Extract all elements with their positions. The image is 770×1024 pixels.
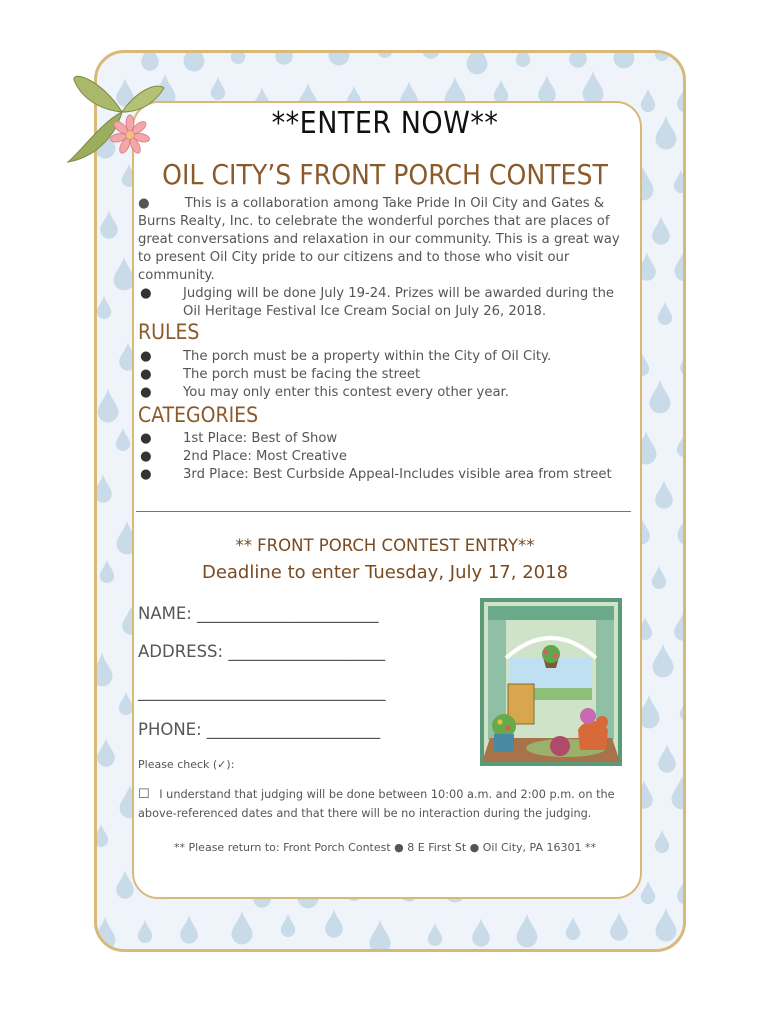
raindrop-icon — [658, 302, 672, 325]
bullet: ● — [140, 431, 152, 446]
raindrop-icon — [100, 210, 118, 238]
enter-now-heading: **ENTER NOW** — [271, 106, 499, 141]
raindrop-icon — [100, 560, 114, 583]
raindrop-icon — [674, 612, 683, 640]
raindrop-icon — [494, 80, 508, 103]
categories-list — [138, 430, 626, 484]
phone-field[interactable]: PHONE: _____________________ — [138, 720, 381, 739]
raindrop-icon — [656, 116, 677, 150]
raindrop-icon — [231, 53, 245, 64]
rule-text: The porch must be a property within the City of Oil City. — [183, 349, 552, 364]
please-check-label: Please check (✓): — [138, 758, 235, 771]
rules-list — [138, 348, 626, 402]
list-item — [138, 384, 626, 402]
raindrop-icon — [677, 876, 683, 904]
address-field[interactable]: ADDRESS: ___________________ — [138, 642, 386, 661]
category-text: 2nd Place: Most Creative — [183, 449, 347, 464]
raindrop-icon — [97, 917, 115, 949]
rule-text: The porch must be facing the street — [183, 367, 421, 382]
raindrop-icon — [614, 53, 635, 68]
raindrop-icon — [428, 923, 442, 946]
raindrop-icon — [675, 248, 683, 282]
raindrop-icon — [97, 653, 112, 687]
raindrop-icon — [655, 53, 669, 61]
list-item — [138, 430, 626, 448]
raindrop-icon — [275, 53, 293, 65]
entry-form-title: ** FRONT PORCH CONTEST ENTRY** — [235, 536, 535, 555]
raindrop-icon — [680, 698, 683, 721]
bullet: ● — [140, 349, 152, 364]
categories-heading: CATEGORIES — [138, 403, 259, 427]
intro-paragraph — [138, 195, 626, 285]
raindrop-icon — [641, 881, 655, 904]
raindrop-icon — [97, 53, 108, 55]
category-text: 3rd Place: Best Curbside Appeal-Includes visible area from street — [183, 467, 612, 482]
raindrop-icon — [653, 644, 674, 678]
understand-line-1 — [138, 787, 615, 802]
raindrop-icon — [98, 389, 119, 423]
raindrop-icon — [610, 912, 628, 940]
bullet: ● — [140, 286, 152, 301]
raindrop-icon — [211, 77, 225, 100]
raindrop-icon — [472, 918, 490, 946]
list-item — [138, 348, 626, 366]
raindrop-icon — [652, 216, 670, 244]
bullet: ● — [138, 196, 150, 211]
raindrop-icon — [281, 914, 295, 937]
bullet: ● — [140, 449, 152, 464]
list-item — [138, 448, 626, 466]
raindrop-icon — [138, 920, 152, 943]
raindrop-icon — [656, 908, 677, 942]
raindrop-icon — [538, 75, 556, 103]
raindrop-icon — [674, 170, 683, 193]
judging-note — [138, 285, 626, 321]
deadline-text: Deadline to enter Tuesday, July 17, 2018 — [201, 562, 569, 583]
raindrop-icon — [655, 830, 669, 853]
section-divider — [136, 511, 631, 512]
raindrop-icon — [583, 71, 604, 105]
raindrop-icon — [325, 909, 343, 937]
list-item — [138, 466, 626, 484]
raindrop-icon — [97, 296, 111, 319]
return-address: ** Please return to: Front Porch Contest ● 8 E First St ● Oil City, PA 16301 ** — [174, 841, 596, 854]
raindrop-icon — [232, 911, 253, 945]
understand-line-2: above-referenced dates and that there will be no interaction during the judging. — [138, 807, 592, 820]
intro-section — [138, 195, 626, 321]
raindrop-icon — [184, 53, 205, 71]
raindrop-icon — [650, 380, 671, 414]
raindrop-icon — [672, 776, 683, 810]
raindrop-icon — [517, 914, 538, 948]
raindrop-icon — [97, 824, 108, 847]
raindrop-icon — [680, 348, 683, 376]
raindrop-icon — [97, 474, 112, 502]
raindrop-icon — [116, 428, 130, 451]
raindrop-icon — [378, 53, 392, 58]
bullet: ● — [140, 385, 152, 400]
contest-title: OIL CITY’S FRONT PORCH CONTEST — [162, 158, 608, 191]
name-field[interactable]: NAME: ______________________ — [138, 604, 379, 623]
raindrop-icon — [422, 53, 440, 59]
judging-text: Judging will be done July 19-24. Prizes will be awarded during the Oil Heritage Festival Ice Cream Social on July 26, 2018. — [183, 286, 615, 319]
raindrop-icon — [97, 738, 115, 766]
address-line-2-field[interactable]: ______________________________ — [138, 682, 386, 701]
rule-text: You may only enter this contest every other year. — [183, 385, 509, 400]
raindrop-icon — [641, 89, 655, 112]
raindrop-icon — [516, 53, 530, 67]
raindrop-icon — [658, 744, 676, 772]
agreement-checkbox[interactable]: ☐ — [138, 787, 150, 802]
category-text: 1st Place: Best of Show — [183, 431, 338, 446]
raindrop-icon — [370, 920, 391, 949]
raindrop-icon — [329, 53, 350, 65]
raindrop-icon — [678, 512, 683, 546]
raindrop-icon — [677, 434, 683, 457]
list-item — [138, 366, 626, 384]
raindrop-icon — [677, 84, 683, 112]
front-porch-illustration — [480, 598, 622, 766]
raindrop-icon — [566, 917, 580, 940]
intro-text: This is a collaboration among Take Pride In Oil City and Gates & Burns Realty, Inc. to celebrate the wonderful porches that are places of great conversations and relaxation in our community. This is a great way to present Oil City pride to our citizens and to those who visit our community. — [138, 196, 620, 283]
raindrop-icon — [569, 53, 587, 68]
raindrop-icon — [180, 915, 198, 943]
raindrop-icon — [467, 53, 488, 74]
understand-text-1: I understand that judging will be done between 10:00 a.m. and 2:00 p.m. on the — [159, 788, 615, 801]
bullet: ● — [140, 467, 152, 482]
rules-heading: RULES — [138, 320, 200, 344]
raindrop-icon — [655, 480, 673, 508]
raindrop-icon — [652, 566, 666, 589]
bullet: ● — [140, 367, 152, 382]
